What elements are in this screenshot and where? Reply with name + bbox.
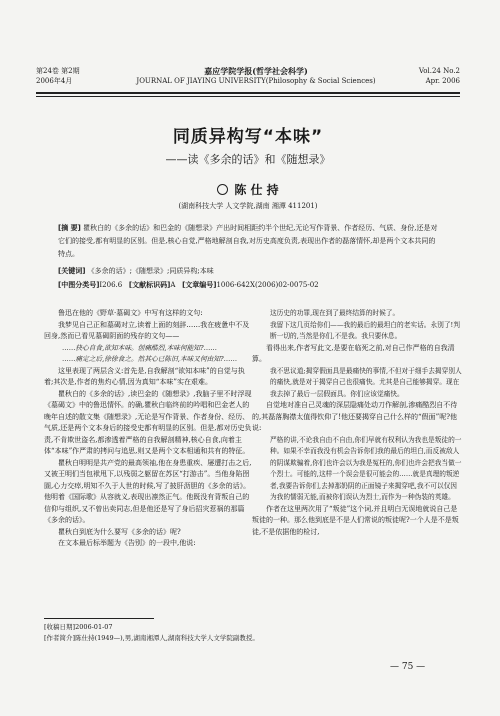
author-affiliation: (湖南科技大学 人文学院,湖南 湘潭 411201)	[178, 202, 318, 210]
paragraph: 鲁迅在他的《野草·墓碣文》中写有这样的文句:	[58, 309, 203, 317]
block-quote: ……抉心自食,欲知本味。创痛酷烈,本味何能知?……	[62, 343, 217, 352]
keywords	[58, 265, 442, 278]
keywords-text: 《多余的话》;《随想录》;同质异构;本味	[87, 267, 214, 275]
paragraph: 看得出来,作者写此文,是要在临死之前,对自己作严格的自我清算。	[252, 343, 455, 363]
block-quote: 这历史的功罪,现在到了最终结算的时候了。	[270, 309, 400, 317]
journal-name	[136, 66, 376, 86]
circle-marker-icon	[217, 184, 228, 195]
right-column	[252, 308, 462, 538]
paragraph: 自觉地对准自己灵魂的深层隐痛处动刀作解剖,渗痛酷烈自不待的,其磊落胸襟太值得钦仰了!他还要揭穿自己什么样的“假面”呢?他说:	[252, 401, 458, 432]
article-id: 1006-642X(2006)02-0075-02	[216, 281, 319, 289]
keywords-label: [关键词]	[58, 267, 86, 275]
paragraph: 作者在这里两次用了“叛徒”这个词,并且明白无误地就说自己是叛徒的一种。那么他到底是不是人们常说的叛徒呢?一个人是不是叛徒,不是依据他的检讨,	[252, 504, 459, 536]
abstract-text: 瞿秋白的《多余的话》和巴金的《随想录》产出时间相距约半个世纪,无论写作背景、作者经历、气质、身份,还是对它们的接受,都有明显的区别。但是,核心自觉,严格地解剖自我,对历史高度负责,表现出作者的磊落情怀,却是两个文本共同的特点。	[58, 224, 438, 258]
abstract-label: [摘 要]	[58, 224, 81, 232]
volume-issue: 第24卷 第2期	[36, 67, 80, 75]
journal-name-en: JOURNAL OF JIAYING UNIVERSITY(Philosophy & Social Sciences)	[136, 77, 376, 85]
block-quote: 严格的讲,不论我自由不自由,你们早就有权利认为我也是叛徒的一种。如果不幸而我没有机会告诉你们我的最后的坦白,而反被敌人的阴谋欺骗着,你们也许会以为我是冤枉的,你们也许会把我当做一个烈士。可能的,这样一个误会是很可能会的……就是真理的叛逆者,我要告诉你们,去掉那奶阴的正面镜子来揭穿吧,我不可以仅因为我的懦弱无能,而被你们误认为烈士,而作为一种伪装的英雄。	[270, 435, 462, 501]
issue-info	[36, 66, 126, 86]
article-subtitle: ——读《多余的话》和《随想录》	[165, 153, 331, 166]
header-rule-thin	[36, 96, 460, 97]
paragraph: 瞿秋白的《多余的话》,读巴金的《随想录》,我脑子里不时浮现《墓碣文》中的鲁迅情怀。的确,瞿秋白临终前的吟唱和巴金老人的晚年自述的散文集《随想录》,无论是写作背景、作者身份、经历、气质,还是两个文本身后的接受史都有明显的区别。但是,都对历史负责,不肯欺世盗名,都渗透着严格的自我解剖精神,核心自食,向着主体“本味”作严肃的拷问与追思,则又是两个文本相通和共有的特征。	[44, 389, 252, 455]
journal-name-cn: 嘉应学院学报(哲学社会科学)	[204, 66, 308, 76]
footnote-author-bio: [作者简介]陈仕持(1949—),男,湖南湘潭人,湖南科技大学人文学院副教授。	[44, 634, 259, 642]
paragraph: 瞿秋白明明是共产党的最高领袖,他在身患重疾、屡遭打击之后,又被王明们当包袱甩下,以残弱之躯留在苏区“打游击”。当他身陷囹圄,心力交瘁,明知不久于人世的时候,写了披肝沥胆的《多余的话》。他明着《国际歌》从容就义,表现出凛然正气。他既没有背叛自己的信仰与组织,又不曾出卖同志,但是他还是写了身后招灾惹祸的那篇《多余的话》。	[44, 458, 252, 524]
classification-line	[58, 279, 442, 292]
paragraph: 瞿秋白到底为什么要写《多余的话》呢?	[58, 527, 181, 536]
issue-info-en	[380, 66, 460, 86]
issue-date: 2006年4月	[36, 77, 73, 85]
page-number: — 75 —	[390, 662, 426, 672]
block-quote: 我留下这几页给你们——我的最后的最坦白的老实话。永别了!判断一切的,当然是你们,不是我。我只要休息。	[270, 320, 460, 340]
article-id-label: [文章编号]	[182, 281, 217, 289]
left-column	[44, 308, 254, 550]
volume-issue-en: Vol.24 No.2	[418, 67, 460, 75]
footnote-received: [收稿日期]2006-01-07	[44, 623, 113, 631]
paragraph: 我梦见自己正和墓碣对立,读着上面的刻辞……我在疲惫中不及回身,然而已看见墓碣阴面的残存的文句——	[44, 320, 250, 340]
classification-label: [中图分类号]	[58, 281, 100, 289]
classification-code: I206.6	[99, 281, 123, 289]
block-quote: 我不思议道;揭穿假面具是最痛快的事情,不但对于细手去揭穿别人的痛快,就是对于揭穿自己也很痛快。尤其是自己能够揭穿。现在我去掉了最后一层假面具。你们应该觉痛快。	[270, 366, 462, 398]
author-line	[36, 181, 460, 198]
doc-code: A	[170, 281, 176, 289]
block-quote: ……痛定之后,徐徐食之。然其心已陈旧,本味又何由知?……	[62, 355, 238, 363]
paragraph: 在文本最后标举题为《告别》的一段中,他说:	[58, 539, 196, 547]
header-rule-thick	[36, 92, 460, 94]
footnote-rule	[44, 618, 154, 619]
article-title: 同质异构写“本味”	[172, 127, 324, 147]
issue-date-en: Apr. 2006	[425, 77, 460, 85]
author-name: 陈 仕 持	[234, 183, 279, 197]
doc-code-label: [文献标识码]	[128, 281, 171, 289]
abstract	[58, 222, 442, 261]
paragraph: 这里表现了两层含义:首先是,自我解剖“欲知本味”的自觉与执着;其次是,作者的焦灼心情,因为真知“本味”实在艰难。	[44, 366, 245, 386]
